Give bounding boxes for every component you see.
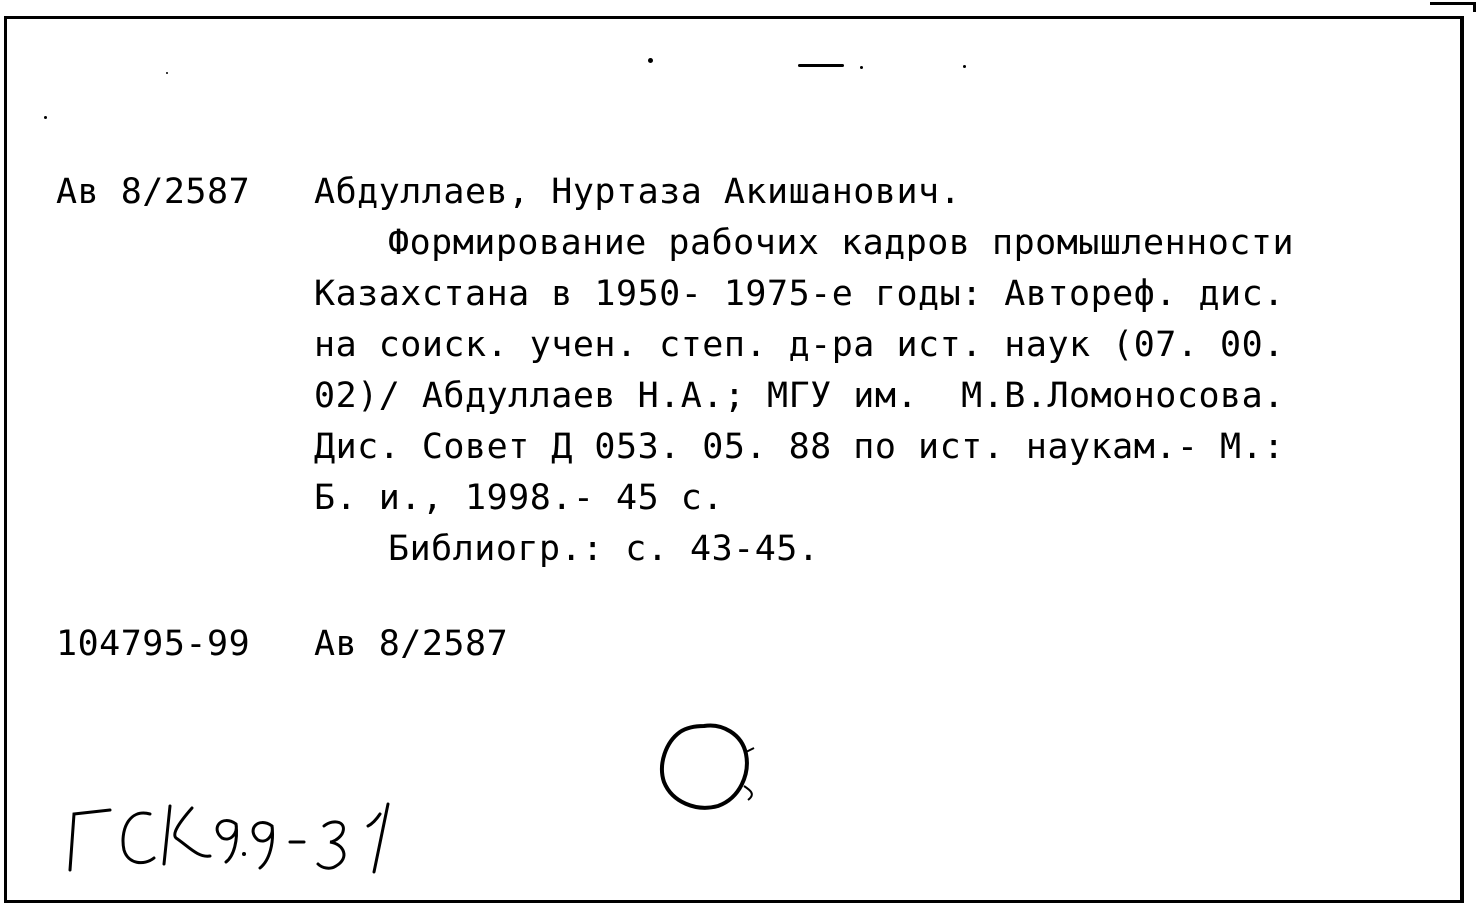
description-line: Формирование рабочих кадров промышленности [388, 223, 1295, 263]
accession-number: 104795-99 [56, 624, 251, 664]
scan-speck [648, 58, 653, 63]
shelf-mark: Ав 8/2587 [56, 172, 251, 212]
scan-speck [44, 116, 47, 119]
card-corner-edge [1430, 2, 1476, 12]
scan-speck [963, 65, 966, 68]
description-line: на соиск. учен. степ. д-ра ист. наук (07. 00. [314, 325, 1285, 365]
scan-speck [166, 72, 168, 74]
handwritten-code [58, 784, 438, 884]
description-line: 02)/ Абдуллаев Н.А.; МГУ им. М.В.Ломоносова. [314, 376, 1285, 416]
scan-speck [798, 64, 844, 67]
description-line: Дис. Совет Д 053. 05. 88 по ист. наукам.- М.: [314, 427, 1285, 467]
shelf-mark-repeat: Ав 8/2587 [314, 624, 509, 664]
scan-speck [860, 66, 863, 69]
stamp-circle [658, 720, 756, 812]
description-line: Казахстана в 1950- 1975-е годы: Автореф. дис. [314, 274, 1285, 314]
description-line: Б. и., 1998.- 45 с. [314, 478, 724, 518]
author-heading: Абдуллаев, Нуртаза Акишанович. [314, 172, 962, 212]
bibliography-note: Библиогр.: с. 43-45. [388, 529, 820, 569]
